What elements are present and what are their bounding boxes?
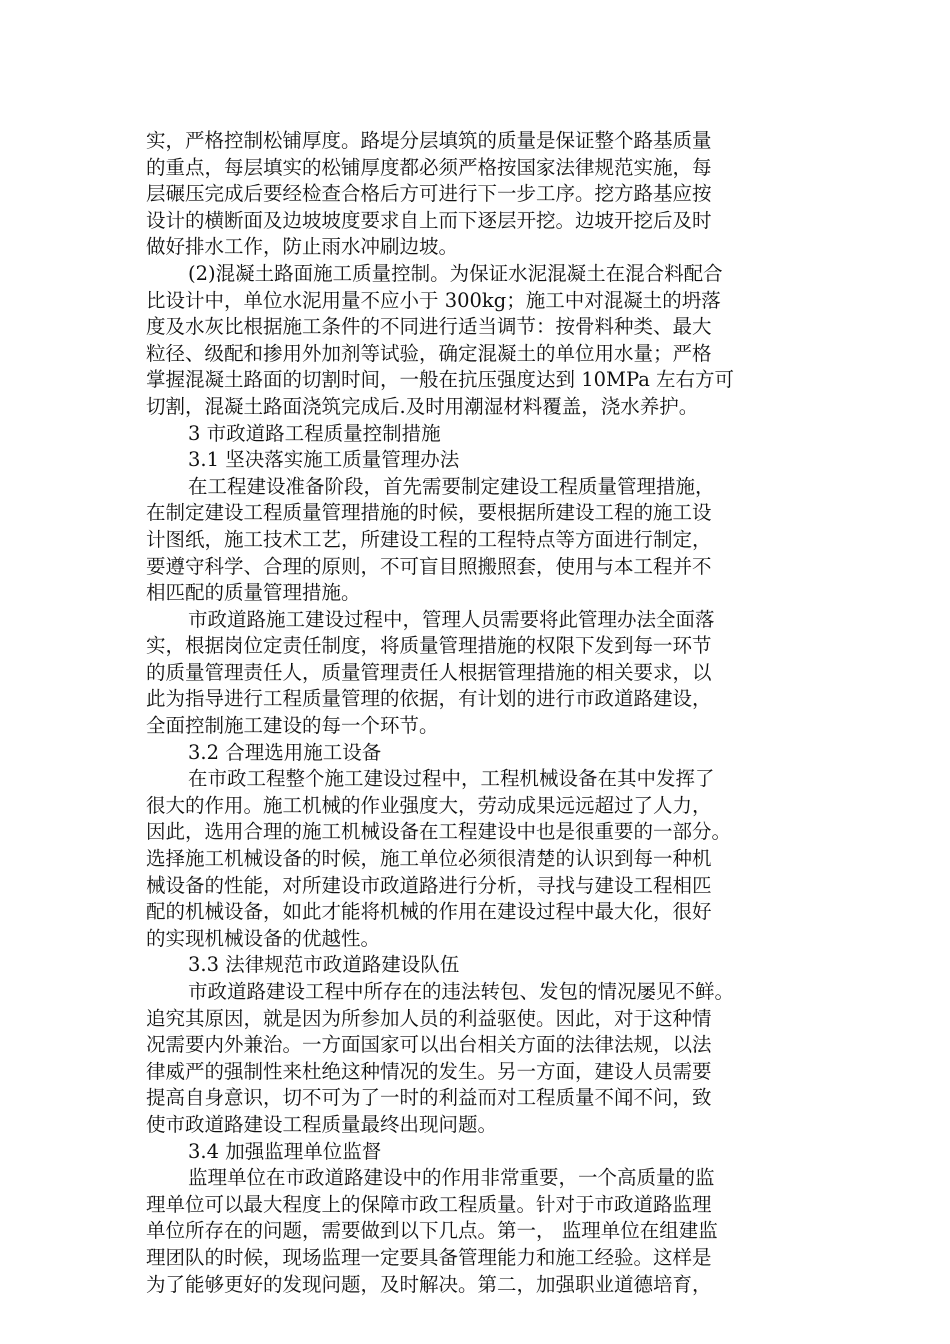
- text-line: 提高自身意识，切不可为了一时的利益而对工程质量不闻不问，致: [146, 1086, 712, 1110]
- text-line: 追究其原因，就是因为所参加人员的利益驱使。因此，对于这种情: [146, 1006, 712, 1030]
- text-line: 选择施工机械设备的时候，施工单位必须很清楚的认识到每一种机: [146, 847, 712, 871]
- text-line: 3 市政道路工程质量控制措施: [188, 421, 441, 445]
- text-line: 况需要内外兼治。一方面国家可以出台相关方面的法律法规，以法: [146, 1033, 712, 1057]
- text-line: 的重点，每层填实的松铺厚度都必须严格按国家法律规范实施，每: [146, 155, 712, 179]
- text-line: 计图纸，施工技术工艺，所建设工程的工程特点等方面进行制定，: [146, 527, 712, 551]
- document-body: [146, 128, 806, 1298]
- text-line: 3.2 合理选用施工设备: [188, 740, 382, 764]
- text-line: 3.1 坚决落实施工质量管理办法: [188, 448, 460, 472]
- text-line: 度及水灰比根据施工条件的不同进行适当调节：按骨料种类、最大: [146, 315, 712, 339]
- text-line: 此为指导进行工程质量管理的依据，有计划的进行市政道路建设，: [146, 687, 712, 711]
- text-line: 做好排水工作，防止雨水冲刷边坡。: [146, 235, 459, 259]
- text-line: 在市政工程整个施工建设过程中，工程机械设备在其中发挥了: [188, 767, 715, 791]
- text-line: 相匹配的质量管理措施。: [146, 581, 361, 605]
- text-line: 的实现机械设备的优越性。: [146, 926, 381, 950]
- text-line: 在工程建设准备阶段，首先需要制定建设工程质量管理措施，: [188, 474, 715, 498]
- text-line: 的质量管理责任人，质量管理责任人根据管理措施的相关要求，以: [146, 660, 712, 684]
- text-line: 单位所存在的问题，需要做到以下几点。第一， 监理单位在组建监: [146, 1219, 718, 1243]
- text-line: 切割，混凝土路面浇筑完成后.及时用潮湿材料覆盖，浇水养护。: [146, 394, 699, 418]
- text-line: 因此，选用合理的施工机械设备在工程建设中也是很重要的一部分。: [146, 820, 732, 844]
- text-line: 理团队的时候，现场监理一定要具备管理能力和施工经验。这样是: [146, 1245, 712, 1269]
- text-line: (2)混凝土路面施工质量控制。为保证水泥混凝土在混合料配合: [188, 261, 723, 285]
- text-line: 3.3 法律规范市政道路建设队伍: [188, 953, 460, 977]
- text-line: 设计的横断面及边坡坡度要求自上而下逐层开挖。边坡开挖后及时: [146, 208, 712, 232]
- text-line: 比设计中，单位水泥用量不应小于 300kg；施工中对混凝土的坍落: [146, 288, 721, 312]
- text-line: 很大的作用。施工机械的作业强度大，劳动成果远远超过了人力，: [146, 793, 712, 817]
- text-line: 械设备的性能，对所建设市政道路进行分析，寻找与建设工程相匹: [146, 873, 712, 897]
- text-line: 市政道路建设工程中所存在的违法转包、发包的情况屡见不鲜。: [188, 980, 735, 1003]
- text-line: 实，根据岗位定责任制度，将质量管理措施的权限下发到每一环节: [146, 634, 712, 658]
- text-line: 使市政道路建设工程质量最终出现问题。: [146, 1112, 498, 1136]
- text-line: 实，严格控制松铺厚度。路堤分层填筑的质量是保证整个路基质量: [146, 129, 712, 152]
- text-line: 市政道路施工建设过程中，管理人员需要将此管理办法全面落: [188, 607, 715, 631]
- text-line: 层碾压完成后要经检查合格后方可进行下一步工序。挖方路基应按: [146, 182, 712, 206]
- text-line: 理单位可以最大程度上的保障市政工程质量。针对于市政道路监理: [146, 1192, 712, 1216]
- text-line: 全面控制施工建设的每一个环节。: [146, 714, 439, 738]
- text-line: 为了能够更好的发现问题，及时解决。第二，加强职业道德培育，: [146, 1272, 712, 1296]
- text-line: 在制定建设工程质量管理措施的时候，要根据所建设工程的施工设: [146, 501, 712, 525]
- text-line: 要遵守科学、合理的原则，不可盲目照搬照套，使用与本工程并不: [146, 554, 712, 578]
- text-line: 3.4 加强监理单位监督: [188, 1139, 382, 1163]
- text-line: 监理单位在市政道路建设中的作用非常重要，一个高质量的监: [188, 1166, 715, 1190]
- text-line: 掌握混凝土路面的切割时间，一般在抗压强度达到 10MPa 左右方可: [146, 368, 735, 392]
- text-line: 配的机械设备，如此才能将机械的作用在建设过程中最大化，很好: [146, 900, 712, 924]
- text-line: 律威严的强制性来杜绝这种情况的发生。另一方面，建设人员需要: [146, 1059, 712, 1083]
- text-line: 粒径、级配和掺用外加剂等试验，确定混凝土的单位用水量；严格: [146, 341, 712, 365]
